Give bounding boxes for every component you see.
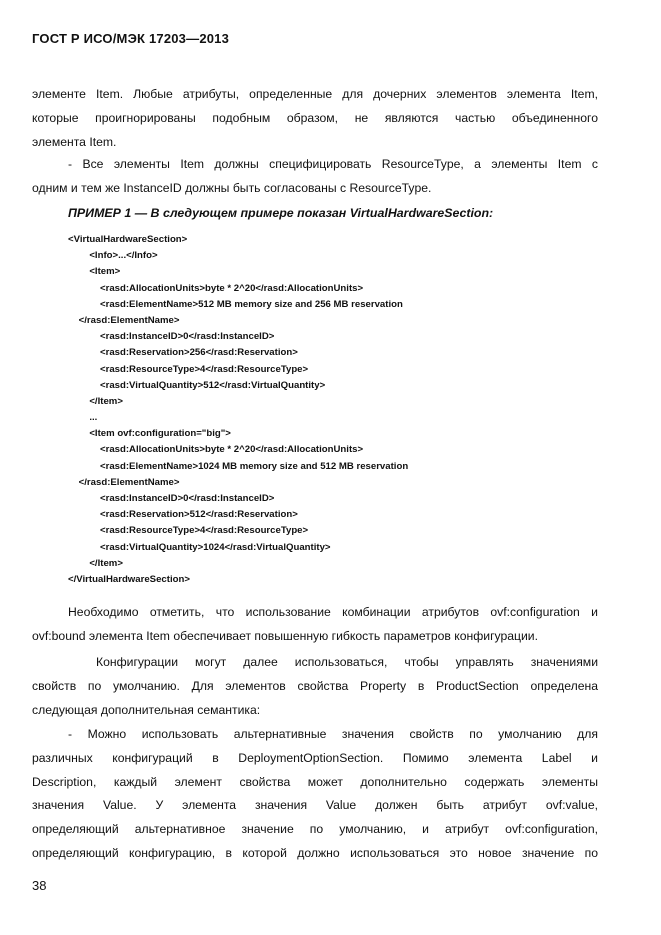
paragraph-configurations-defaults (32, 651, 598, 722)
text-line: одним и тем же InstanceID должны быть согласованы с ResourceType. (32, 180, 432, 195)
text-line: следующая дополнительная семантика: (32, 702, 261, 717)
text-line: Необходимо отметить, что использование комбинации атрибутов ovf:configuration и (68, 605, 598, 619)
code-line: <rasd:Reservation>512</rasd:Reservation> (68, 509, 298, 521)
text-line: Description, каждый элемент свойства может дополнительно содержать элементы (32, 774, 598, 789)
paragraph-alternative-values (32, 723, 598, 866)
code-line: <rasd:ResourceType>4</rasd:ResourceType> (68, 525, 309, 537)
text-line: которые проигнорированы подобным образом, не являются частью объединенного (32, 110, 598, 125)
text-line: Конфигурации могут далее использоваться, чтобы управлять значениями (96, 655, 598, 669)
text-line: различных конфигураций в DeploymentOptionSection. Помимо элемента Label и (32, 750, 598, 765)
code-line: </Item> (68, 395, 123, 407)
example-title: ПРИМЕР 1 — В следующем примере показан VirtualHardwareSection: (68, 206, 494, 220)
page-number: 38 (32, 878, 47, 893)
text-line: определяющий конфигурацию, в которой должно использоваться это новое значение по (32, 845, 598, 860)
code-line: <Info>...</Info> (68, 250, 158, 262)
code-line: <rasd:ElementName>512 MB memory size and 256 MB reservation (68, 298, 403, 310)
paragraph-ovf-configuration (32, 601, 598, 649)
text-line: ovf:bound элемента Item обеспечивает повышенную гибкость параметров конфигурации. (32, 628, 539, 643)
text-line: определяющий альтернативное значение по умолчанию, и атрибут ovf:configuration, (32, 822, 598, 837)
code-line: </VirtualHardwareSection> (68, 573, 190, 585)
paragraph-item-attributes (32, 83, 598, 154)
text-line: элементе Item. Любые атрибуты, определенные для дочерних элементов элемента Item, (32, 87, 598, 101)
code-line: <rasd:ElementName>1024 MB memory size and 512 MB reservation (68, 460, 409, 472)
paragraph-resource-type (32, 153, 598, 201)
code-line: <rasd:Reservation>256</rasd:Reservation> (68, 347, 298, 359)
text-line: - Можно использовать альтернативные значения свойств по умолчанию для (68, 727, 598, 741)
code-listing (68, 232, 408, 588)
code-line: <VirtualHardwareSection> (68, 234, 188, 245)
code-line: <Item ovf:configuration="big"> (68, 428, 231, 440)
code-line: <rasd:VirtualQuantity>512</rasd:VirtualQuantity> (68, 379, 326, 391)
code-line: </Item> (68, 557, 123, 569)
code-line: <rasd:ResourceType>4</rasd:ResourceType> (68, 363, 309, 375)
code-line: ... (68, 412, 98, 424)
text-line: значения Value. У элемента значения Value должен быть атрибут ovf:value, (32, 798, 598, 813)
code-line: </rasd:ElementName> (68, 314, 180, 326)
document-header: ГОСТ Р ИСО/МЭК 17203—2013 (32, 31, 230, 46)
text-line: элемента Item. (32, 134, 117, 149)
code-line: <rasd:InstanceID>0</rasd:InstanceID> (68, 493, 275, 504)
code-line: <rasd:InstanceID>0</rasd:InstanceID> (68, 331, 275, 343)
code-line: </rasd:ElementName> (68, 476, 180, 488)
code-line: <rasd:AllocationUnits>byte * 2^20</rasd:AllocationUnits> (68, 282, 364, 294)
code-line: <Item> (68, 266, 121, 278)
text-line: свойств по умолчанию. Для элементов свойства Property в ProductSection определена (32, 678, 598, 693)
code-line: <rasd:AllocationUnits>byte * 2^20</rasd:AllocationUnits> (68, 444, 364, 456)
code-line: <rasd:VirtualQuantity>1024</rasd:VirtualQuantity> (68, 541, 331, 553)
text-line: - Все элементы Item должны специфицировать ResourceType, а элементы Item с (68, 157, 598, 171)
